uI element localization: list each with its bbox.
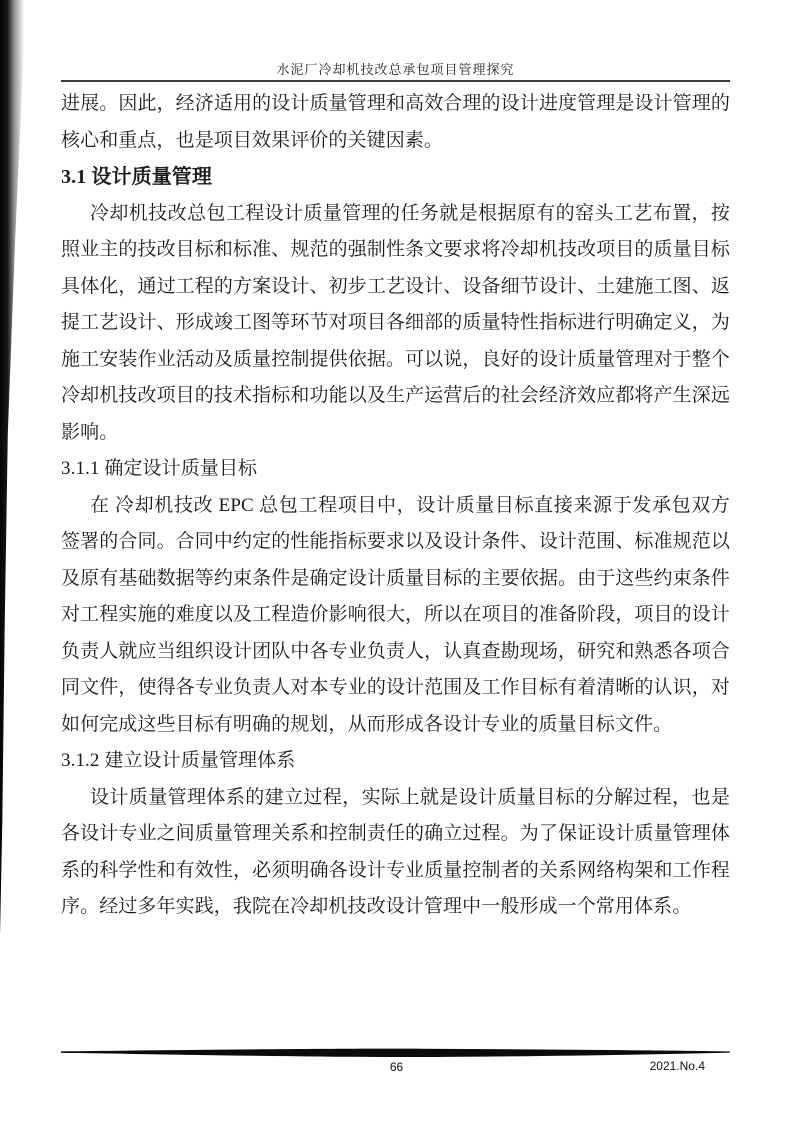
section-heading-3-1: 3.1 设计质量管理 (61, 166, 212, 188)
subsection-heading-3-1-1: 3.1.1 确定设计质量目标 (61, 458, 258, 479)
subsection-3-1-1-paragraph: 在 冷却机技改 EPC 总包工程项目中，设计质量目标直接来源于发承包双方签署的合同。合同中约定的性能指标要求以及设计条件、设计范围、标准规范以及原有基础数据等约束条件是确定设计质量目标的主要依据。由于这些约束条件对工程实施的难度以及工程造价影响很大，所以在项目的准备阶段，项目的设计负责人就应当组织设计团队中各专业负责人，认真查勘现场，研究和熟悉各项合同文件，使得各专业负责人对本专业的设计范围及工作目标有着清晰的认识，对如何完成这些目标有明确的规划，从而形成各设计专业的质量目标文件。 (61, 494, 730, 735)
article-body (61, 86, 730, 926)
section-3-1-paragraph: 冷却机技改总包工程设计质量管理的任务就是根据原有的窑头工艺布置，按照业主的技改目标和标准、规范的强制性条文要求将冷却机技改项目的质量目标具体化，通过工程的方案设计、初步工艺设计、设备细节设计、土建施工图、返提工艺设计、形成竣工图等环节对项目各细部的质量特性指标进行明确定义，为施工安装作业活动及质量控制提供依据。可以说，良好的设计质量管理对于整个冷却机技改项目的技术指标和功能以及生产运营后的社会经济效应都将产生深远影响。 (61, 202, 730, 443)
scan-gutter-shadow (0, 0, 26, 965)
running-header-title: 水泥厂冷却机技改总承包项目管理探究 (276, 62, 515, 77)
subsection-3-1-2-paragraph: 设计质量管理体系的建立过程，实际上就是设计质量目标的分解过程，也是各设计专业之间质量管理关系和控制责任的确立过程。为了保证设计质量管理体系的科学性和有效性，必须明确各设计专业质量控制者的关系网络构架和工作程序。经过多年实践，我院在冷却机技改设计管理中一般形成一个常用体系。 (61, 786, 730, 917)
page-number: 66 (389, 1060, 404, 1074)
footer-rule-scan-line (61, 1048, 730, 1060)
header-rule (61, 80, 730, 82)
continued-paragraph: 进展。因此，经济适用的设计质量管理和高效合理的设计进度管理是设计管理的核心和重点，也是项目效果评价的关键因素。 (61, 93, 730, 151)
subsection-heading-3-1-2: 3.1.2 建立设计质量管理体系 (61, 750, 296, 771)
journal-issue-label: 2021.No.4 (649, 1059, 705, 1073)
